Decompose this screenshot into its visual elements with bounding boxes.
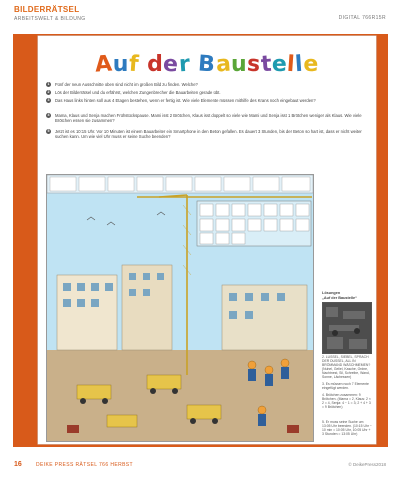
title-letter: s xyxy=(246,51,262,78)
question-number: 5 xyxy=(47,129,50,133)
question-text: Mama, Klaus und Senja machen Frühstückspause. Mami isst 2 Brötchen, Klaus isst doppelt so viele wie Mami und Senja isst 1 Brötchen weniger als Klaus. Wie viele Brötchen essen sie zusammen? xyxy=(55,113,362,124)
title-letter: d xyxy=(147,52,164,77)
title-letter: t xyxy=(259,51,273,78)
question-4 xyxy=(46,113,368,123)
solution-item: 5. Er muss seine Suche um 13:05 Uhr beenden. (10:15 Uhr − 10 min = 10:05 Uhr, 10:05 Uhr + 3 Stunden = 13:05 Uhr) xyxy=(322,420,372,437)
solutions-heading-line-2: „Auf der Baustelle“ xyxy=(322,295,358,300)
title-letter: e xyxy=(271,52,288,77)
title-letter: A xyxy=(94,51,114,78)
title-letter: e xyxy=(162,51,180,78)
question-1 xyxy=(46,82,368,87)
solution-item: 4. Brötchen zusammen: 9 Brötchen. (Mama = 2, Klaus: 2 × 2 = 4, Senja: 4 − 1 = 3; 2 + 4 + 3 = 9 Brötchen) xyxy=(322,393,371,410)
page-title xyxy=(58,52,356,77)
puzzle-sheet xyxy=(38,36,376,444)
question-text: Fünf der neun Ausschnitte oben sind nicht im großen Bild zu finden. Welche? xyxy=(55,82,198,87)
question-text: Lös der Bilderrätsel und du erfährst, welchen Zungenbrecher die Bauarbeiten gerade übt. xyxy=(55,90,221,95)
page-number: 16 xyxy=(14,461,22,468)
solutions-heading-line-1: Lösungen xyxy=(322,291,341,295)
question-text: Jetzt ist es 10:15 Uhr. Vor 10 Minuten ist einem Bauarbeiter ein Smartphone in den Beton gefallen. Es dauert 3 Stunden, bis der Beton so hart ist, dass er nicht weiter suchen kann. Um wie viel Uhr muss er seine Suche beenden? xyxy=(55,129,362,140)
question-text: Das Haus links hinten soll aus 4 Etagen bestehen, wenn er fertig ist. Wie viele Elemente müssen mithilfe des Krans noch eingebaut werden? xyxy=(55,98,316,103)
title-letter: a xyxy=(214,51,232,78)
title-letter: B xyxy=(197,51,217,78)
footer-publication: DEIKE PRESS RÄTSEL 766 HERBST xyxy=(36,462,134,468)
solution-item: 3. Es müssen noch 7 Elemente eingefügt werden. xyxy=(322,382,369,391)
footer-copyright: © DeikePress2018 xyxy=(348,462,386,467)
title-letter: e xyxy=(303,52,319,77)
header-title: BILDERRÄTSEL xyxy=(14,5,80,14)
question-5 xyxy=(46,129,368,139)
title-letter: l xyxy=(286,51,297,78)
question-2 xyxy=(46,90,368,95)
question-number: 3 xyxy=(47,98,50,102)
question-3 xyxy=(46,98,368,103)
question-number: 2 xyxy=(47,90,50,94)
title-letter: u xyxy=(112,52,129,77)
construction-site-illustration xyxy=(46,174,314,442)
title-letter: u xyxy=(231,52,248,77)
solutions-heading xyxy=(322,291,357,300)
title-letter: f xyxy=(128,51,140,78)
question-number: 1 xyxy=(47,82,50,86)
header-right: DIGITAL 766R15R xyxy=(338,15,386,21)
title-letter: l xyxy=(294,51,305,78)
solution-item: 2. LUSSEL, SIEBEL, SPRACH DER DUSSEL, ALL IN BRÖMMAND WÄSCHMEMEN? (Nuhel, Geliel, Kasche, Ordne, Nachtnest, Sil, Schreibe, Wand, Sonne, Lächessen) xyxy=(322,355,371,380)
question-number: 4 xyxy=(47,113,50,117)
header-subtitle: ARBEITSWELT & BILDUNG xyxy=(14,16,86,22)
title-letter: r xyxy=(177,51,192,78)
solution-picture xyxy=(322,302,372,354)
